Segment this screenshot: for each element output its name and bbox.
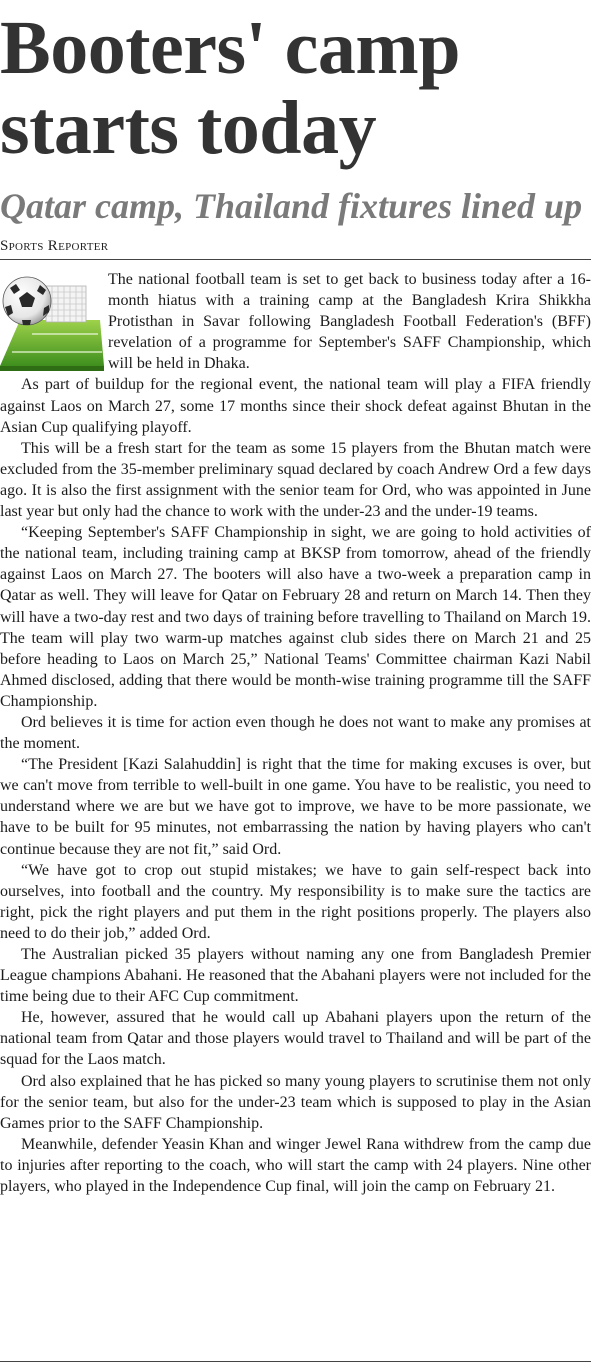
article-paragraph: As part of buildup for the regional event, the national team will play a FIFA friendly against Laos on March 27, some 17 months since their shock defeat against Bhutan in the Asian Cup qualifying playoff. (0, 376, 591, 436)
bottom-rule (0, 1361, 591, 1362)
article-paragraph: Meanwhile, defender Yeasin Khan and winger Jewel Rana withdrew from the camp due to injuries after reporting to the coach, who will start the camp with 24 players. Nine other players, who played in the Independence Cup final, will join the camp on February 21. (0, 1135, 591, 1196)
subheadline: Qatar camp, Thailand fixtures lined up (0, 186, 583, 226)
byline: Sports Reporter (0, 238, 109, 254)
article-body (0, 269, 591, 1197)
article-paragraph: The national football team is set to get back to business today after a 16-month hiatus with a training camp at the Bangladesh Krira Shikkha Protisthan in Savar following Bangladesh Football Federation's (BFF) revelation of a programme for September's SAFF Championship, which will be held in Dhaka. (108, 271, 591, 373)
article-paragraph: “Keeping September's SAFF Championship in sight, we are going to hold activities of the national team, including training camp at BKSP from tomorrow, ahead of the friendly against Laos on March 27. The booters will also have a two-week a preparation camp in Qatar as well. They will leave for Qatar on February 28 and return on March 14. Then they will have a two-day rest and two days of training before travelling to Thailand on March 19. The team will play two warm-up matches against club sides there on March 21 and 25 before heading to Laos on March 25,” National Teams' Committee chairman Kazi Nabil Ahmed disclosed, adding that there would be month-wise training programme till the SAFF Championship. (0, 524, 591, 710)
article-paragraph: “We have got to crop out stupid mistakes; we have to gain self-respect back into ourselves, into football and the country. My responsibility is to make sure the tactics are right, pick the right players and put them in the right positions properly. The players also need to do their job,” added Ord. (0, 861, 591, 942)
article-paragraph: Ord also explained that he has picked so many young players to scrutinise them not only for the senior team, but also for the under-23 team which is supposed to play in the Asian Games prior to the SAFF Championship. (0, 1072, 591, 1132)
football-goal-icon (0, 272, 104, 372)
article-paragraph: He, however, assured that he would call up Abahani players upon the return of the national team from Qatar and those players would travel to Thailand and will be part of the squad for the Laos match. (0, 1009, 591, 1069)
article-paragraph: “The President [Kazi Salahuddin] is right that the time for making excuses is over, but we can't move from terrible to well-built in one game. You have to be realistic, you need to understand where we are but we have got to improve, we have to be more passionate, we have to be built for 95 minutes, not embarrassing the nation by having players who can't continue because they are not fit,” said Ord. (0, 756, 591, 858)
article-paragraph: Ord believes it is time for action even though he does not want to make any promises at the moment. (0, 713, 591, 753)
article-paragraph: This will be a fresh start for the team as some 15 players from the Bhutan match were excluded from the 35-member preliminary squad declared by coach Andrew Ord a few days ago. It is also the first assignment with the senior team for Ord, who was appointed in June last year but only had the chance to work with the under-23 and the under-19 teams. (0, 439, 591, 521)
article-paragraph: The Australian picked 35 players without naming any one from Bangladesh Premier League champions Abahani. He reasoned that the Abahani players were not included for the time being due to their AFC Cup commitment. (0, 946, 591, 1006)
top-rule (0, 259, 591, 260)
headline: Booters' camp starts today (0, 6, 460, 170)
